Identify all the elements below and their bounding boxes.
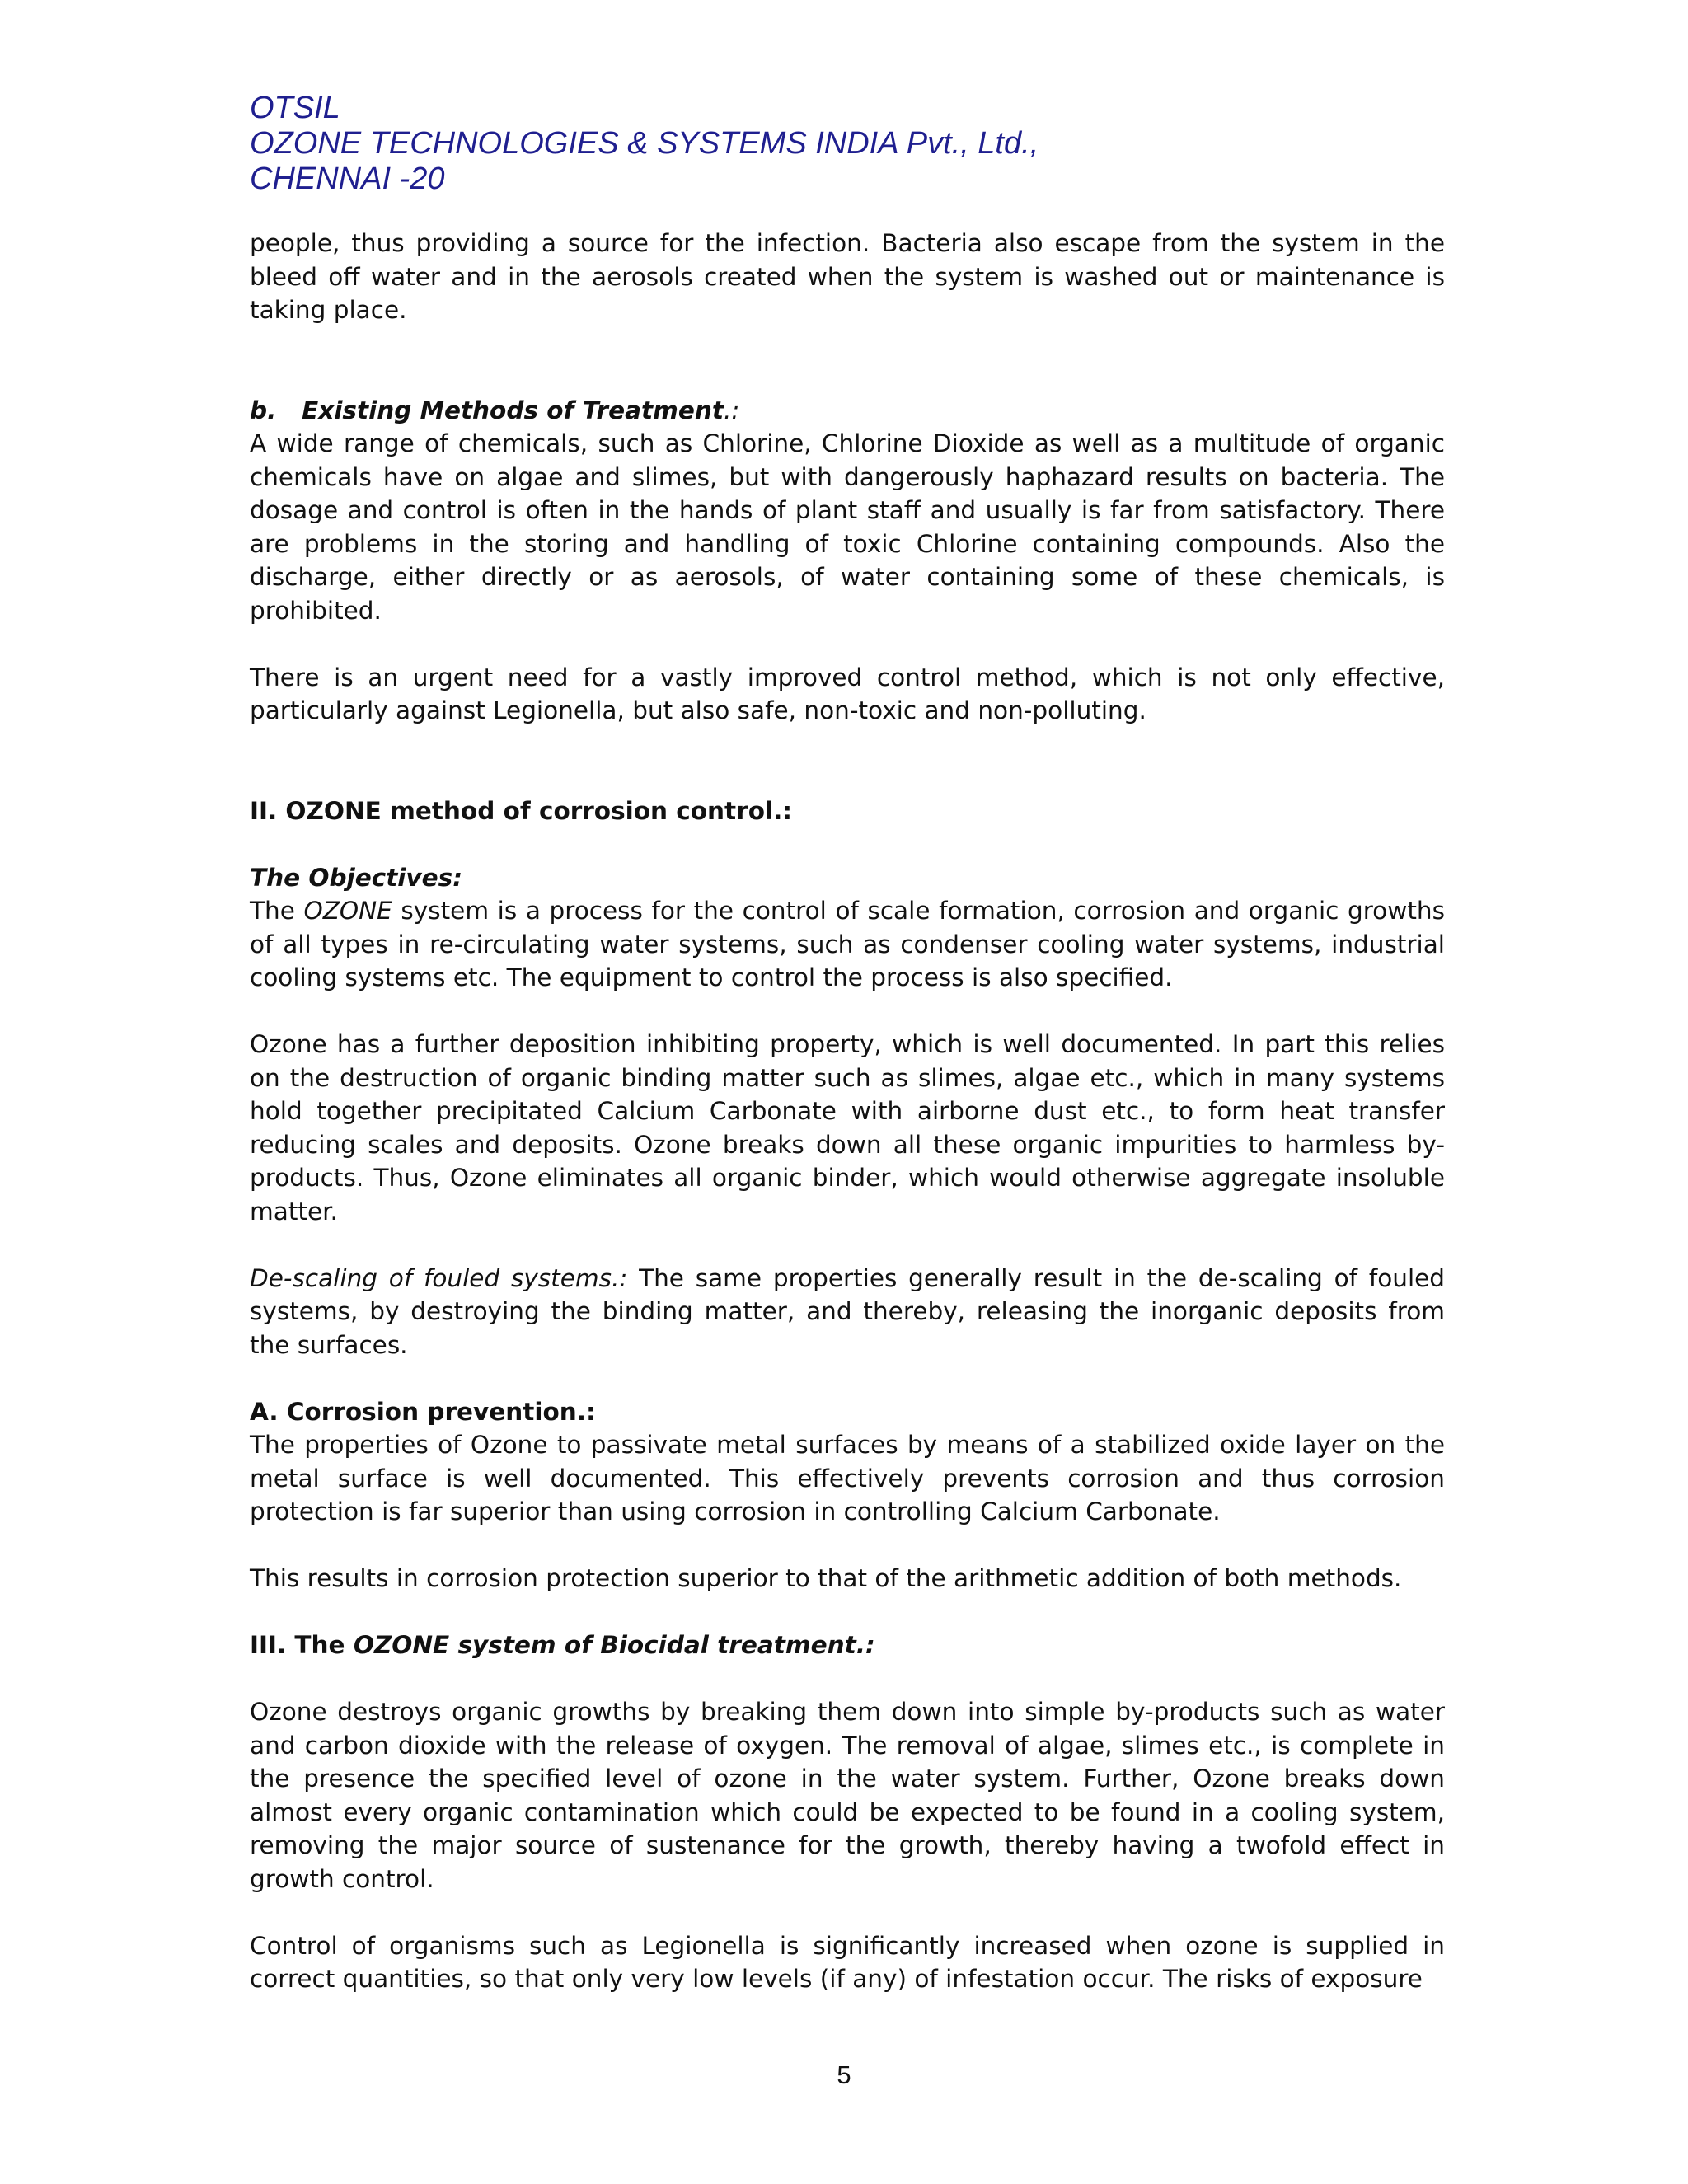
document-body xyxy=(250,227,1445,1996)
paragraph-infection-source: people, thus providing a source for the infection. Bacteria also escape from the system in the bleed off water and in the aerosols created when the system is washed out or maintenance is taking place. xyxy=(250,229,1445,324)
paragraph-chemicals: A wide range of chemicals, such as Chlorine, Chlorine Dioxide as well as a multitude of organic chemicals have on algae and slimes, but with dangerously haphazard results on bacteria. The dosage and control is often in the hands of plant staff and usually is far from satisfactory. There are problems in the storing and handling of toxic Chlorine containing compounds. Also the discharge, either directly or as aerosols, of water containing some of these chemicals, is prohibited. xyxy=(250,429,1445,625)
paragraph-urgent-need: There is an urgent need for a vastly improved control method, which is not only effective, particularly against Legionella, but also safe, non-toxic and non-polluting. xyxy=(250,663,1445,724)
header-company-abbrev: OTSIL xyxy=(250,91,340,125)
section-heading-existing-methods: b. Existing Methods of Treatment.: xyxy=(250,396,740,424)
header-company-name: OZONE TECHNOLOGIES & SYSTEMS INDIA Pvt., Ltd., xyxy=(250,126,1039,161)
subheading-objectives: The Objectives: xyxy=(250,863,463,892)
paragraph-objectives: The OZONE system is a process for the control of scale formation, corrosion and organic growths of all types in re-circulating water systems, such as condenser cooling water systems, industrial cooling systems etc. The equipment to control the process is also specified. xyxy=(250,897,1445,991)
company-header xyxy=(250,91,1445,197)
section-heading-biocidal-treatment: III. The OZONE system of Biocidal treatment.: xyxy=(250,1631,875,1659)
paragraph-descaling: De-scaling of fouled systems.: The same properties generally result in the de-scaling of fouled systems, by destroying the binding matter, and thereby, releasing the inorganic deposits from the surfaces. xyxy=(250,1263,1446,1359)
page-number: 5 xyxy=(837,2060,851,2089)
paragraph-corrosion: The properties of Ozone to passivate metal surfaces by means of a stabilized oxide layer on the metal surface is well documented. This effectively prevents corrosion and thus corrosion protection is far superior than using corrosion in controlling Calcium Carbonate. xyxy=(250,1431,1445,1526)
section-heading-corrosion-prevention: A. Corrosion prevention.: xyxy=(250,1397,596,1426)
document-page xyxy=(250,91,1445,1996)
paragraph-legionella-control: Control of organisms such as Legionella is significantly increased when ozone is supplied in correct quantities, so that only very low levels (if any) of infestation occur. The risks of exposure xyxy=(250,1931,1445,1993)
paragraph-ozone-destroys: Ozone destroys organic growths by breaking them down into simple by-products such as water and carbon dioxide with the release of oxygen. The removal of algae, slimes etc., is complete in the presence the specified level of ozone in the water system. Further, Ozone breaks down almost every organic contamination which could be expected to be found in a cooling system, removing the major source of sustenance for the growth, thereby having a twofold effect in growth control. xyxy=(250,1698,1445,1893)
paragraph-results: This results in corrosion protection superior to that of the arithmetic addition of both methods. xyxy=(250,1564,1402,1592)
header-company-city: CHENNAI -20 xyxy=(250,162,445,196)
section-heading-ozone-method: II. OZONE method of corrosion control.: xyxy=(250,796,793,825)
paragraph-deposition: Ozone has a further deposition inhibiting property, which is well documented. In part this relies on the destruction of organic binding matter such as slimes, algae etc., which in many systems hold together precipitated Calcium Carbonate with airborne dust etc., to form heat transfer reducing scales and deposits. Ozone breaks down all these organic impurities to harmless by-products. Thus, Ozone eliminates all organic binder, which would otherwise aggregate insoluble matter. xyxy=(250,1030,1445,1226)
